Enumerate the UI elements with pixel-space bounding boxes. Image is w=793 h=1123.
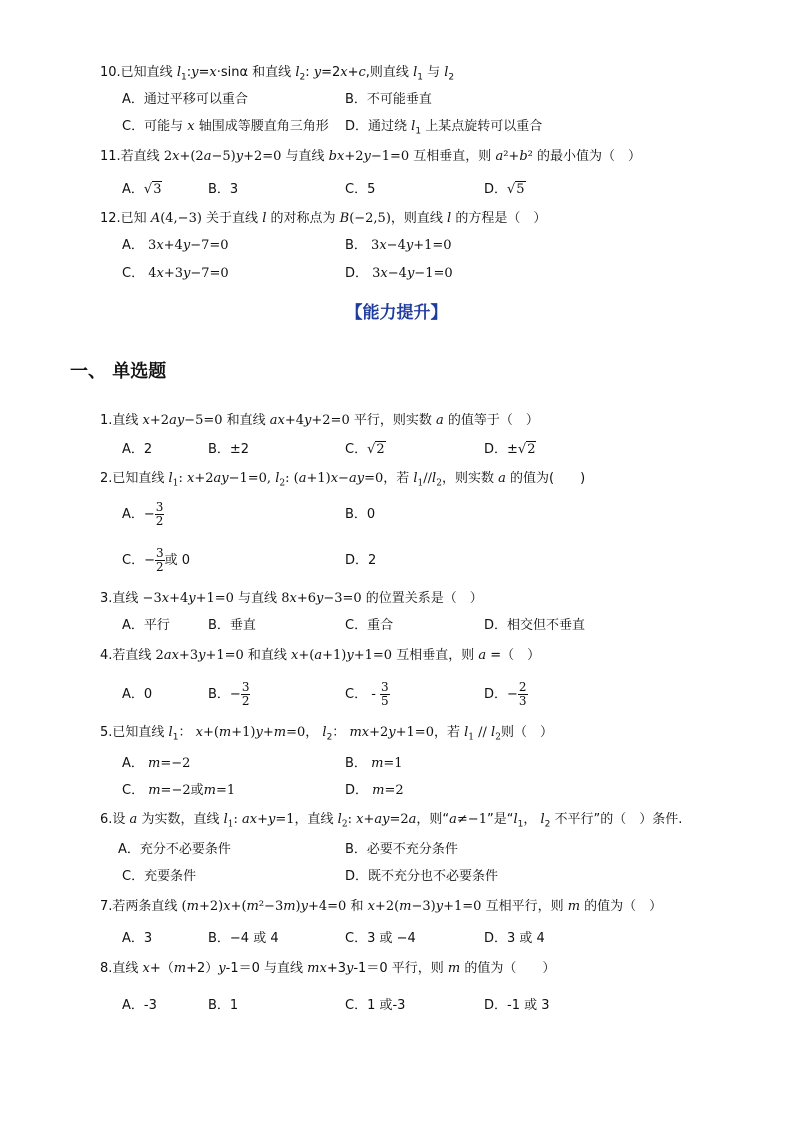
option-b: B．不可能垂直 [345, 92, 432, 107]
ability-heading: 【能力提升】 [345, 303, 448, 323]
option-a: A． m=−2 [122, 756, 191, 771]
section-title: 一、 单选题 [70, 361, 167, 382]
option-d: D．通过绕 $l_1$ 上某点旋转可以重合 [345, 119, 543, 137]
option-a: A． 3x+4y−7=0 [122, 238, 229, 253]
option-b: B．−4 或 4 [208, 931, 279, 946]
option-d: D．相交但不垂直 [484, 618, 586, 633]
question-stem: 4.若直线 2ax+3y+1=0 和直线 x+(a+1)y+1=0 互相垂直，则 a =（ ） [100, 648, 541, 663]
question-stem: 10.已知直线 $l_1:y=x\cdot\sin\alpha$ 和直线 $l_2$: y=2x+c,则直线 $l_1$ 与 $l_2$ [100, 65, 455, 83]
option-a: A．平行 [122, 618, 170, 633]
option-a: A．2 [122, 442, 153, 457]
question-stem: 1.直线 x+2ay−5=0 和直线 ax+4y+2=0 平行，则实数 a 的值等于（ ） [100, 413, 539, 428]
question-stem: 7.若两条直线 (m+2)x+(m²−3m)y+4=0 和 x+2(m−3)y+1=0 互相平行，则 m 的值为（ ） [100, 899, 663, 914]
option-a: A．充分不必要条件 [118, 842, 231, 857]
option-a: A．通过平移可以重合 [122, 92, 248, 107]
option-b: B．必要不充分条件 [345, 842, 458, 857]
option-d: D．既不充分也不必要条件 [345, 869, 499, 884]
question-stem: 2.已知直线 $l_1$: x+2ay−1=0, $l_2$: (a+1)x−ay=0，若 $l_1//l_2$，则实数 a 的值为( ) [100, 471, 586, 489]
option-b: B．1 [208, 998, 239, 1013]
option-a: A．√3 [122, 182, 162, 197]
question-stem: 8.直线 x+（m+2）y-1＝0 与直线 mx+3y-1＝0 平行，则 m 的值为（ ） [100, 961, 556, 976]
option-c: C．可能与 x 轴围成等腰直角三角形 [122, 119, 329, 134]
option-b: B．垂直 [208, 618, 256, 633]
option-d: D．− $\frac{2}{3}$ [484, 680, 527, 708]
option-c: C．充要条件 [122, 869, 197, 884]
option-c: C．3 或 −4 [345, 931, 416, 946]
option-b: B．− $\frac{3}{2}$ [208, 680, 250, 708]
question-stem: 3.直线 −3x+4y+1=0 与直线 8x+6y−3=0 的位置关系是（ ） [100, 591, 483, 606]
option-d: D． 3x−4y−1=0 [345, 266, 453, 281]
question-stem: 12.已知 A(4,−3) 关于直线 l 的对称点为 B(−2,5)，则直线 l 的方程是（ ） [100, 211, 547, 226]
option-b: B．0 [345, 507, 376, 522]
option-c: C． - $\frac{3}{5}$ [345, 680, 389, 708]
question-stem: 5.已知直线 $l_1$： x+(m+1)y+m=0， $l_2$： mx+2y+1=0，若 $l_1 // l_2$则（ ） [100, 725, 553, 743]
option-d: D．-1 或 3 [484, 998, 550, 1013]
option-a: A．-3 [122, 998, 157, 1013]
option-c: C．√2 [345, 442, 385, 457]
option-d: D．±√2 [484, 442, 536, 457]
option-c: C．重合 [345, 618, 394, 633]
option-a: A．3 [122, 931, 153, 946]
option-a: A．− $\frac{3}{2}$ [122, 500, 164, 528]
option-d: D．2 [345, 553, 377, 568]
option-b: B． 3x−4y+1=0 [345, 238, 452, 253]
option-b: B． m=1 [345, 756, 403, 771]
option-c: C． 4x+3y−7=0 [122, 266, 229, 281]
question-stem: 11.若直线 2x+(2a−5)y+2=0 与直线 bx+2y−1=0 互相垂直，则 a²+b² 的最小值为（ ） [100, 149, 641, 164]
option-d: D．3 或 4 [484, 931, 545, 946]
option-c: C．5 [345, 182, 376, 197]
option-c: C．1 或-3 [345, 998, 406, 1013]
option-d: D． m=2 [345, 783, 404, 798]
option-c: C． m=−2或m=1 [122, 783, 236, 798]
option-d: D．√5 [484, 182, 525, 197]
option-b: B．±2 [208, 442, 250, 457]
option-a: A．0 [122, 687, 153, 702]
option-c: C．− $\frac{3}{2}$ 或 0 [122, 546, 191, 574]
option-b: B．3 [208, 182, 239, 197]
question-stem: 6.设 a 为实数，直线 $l_1$: ax+y=1，直线 $l_2$: x+ay=2a，则“a≠−1”是“$l_1$， $l_2$ 不平行”的（ ）条件. [100, 812, 683, 830]
